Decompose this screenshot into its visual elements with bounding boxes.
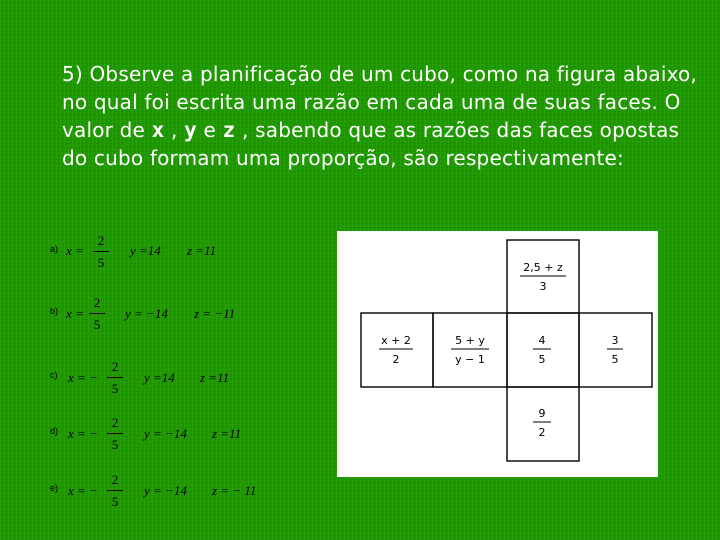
question-part2: , sabendo que as razões das faces opostas do cubo formam uma proporção, são respectivamente:	[62, 118, 680, 170]
cube-net-drawing	[337, 231, 658, 477]
option-x-prefix: x = −	[68, 370, 98, 385]
option-y-value: y =14	[130, 243, 161, 258]
bottom-face-denominator: 2	[538, 426, 546, 439]
option-x-fraction	[107, 473, 123, 509]
fraction-denominator: 5	[111, 494, 119, 509]
left-face-denominator: 2	[392, 353, 400, 366]
fraction-numerator: 2	[97, 233, 105, 248]
option-y-value: y = −14	[144, 483, 187, 498]
option-z-value: z =11	[187, 243, 217, 258]
option-x-fraction	[93, 234, 109, 270]
fraction-numerator: 2	[111, 472, 119, 487]
cube-net-figure	[337, 231, 658, 477]
option-letter: d)	[50, 426, 59, 436]
center-face-denominator: 5	[538, 353, 546, 366]
fraction-denominator: 5	[97, 255, 105, 270]
fraction-denominator: 5	[93, 317, 101, 332]
option-d[interactable]	[50, 416, 310, 466]
top-face-denominator: 3	[539, 280, 547, 293]
center-face-numerator: 4	[538, 334, 546, 347]
option-a[interactable]	[50, 234, 310, 284]
option-c[interactable]	[50, 360, 310, 410]
face-center	[507, 313, 579, 387]
question-sep2: e	[197, 118, 223, 142]
fraction-numerator: 2	[93, 295, 101, 310]
var-x: x	[151, 118, 165, 142]
question-sep1: ,	[164, 118, 185, 142]
option-letter: b)	[50, 306, 59, 316]
face-left	[361, 313, 433, 387]
fraction-bar	[107, 377, 123, 378]
option-x-prefix: x =	[66, 306, 84, 321]
fraction-bar	[107, 433, 123, 434]
option-z-value: z = −11	[194, 306, 236, 321]
center-left-face-denominator: y − 1	[455, 353, 485, 366]
fraction-bar	[107, 490, 123, 491]
var-z: z	[222, 118, 236, 142]
fraction-denominator: 5	[111, 381, 119, 396]
fraction-numerator: 2	[111, 415, 119, 430]
option-y-value: y = −14	[125, 306, 168, 321]
option-x-fraction	[107, 360, 123, 396]
question-text	[62, 60, 702, 172]
option-letter: c)	[50, 370, 58, 380]
var-y: y	[184, 118, 197, 142]
option-letter: a)	[50, 244, 59, 254]
option-letter: e)	[50, 483, 59, 493]
bottom-face-numerator: 9	[538, 407, 546, 420]
option-z-value: z =11	[212, 426, 242, 441]
option-e[interactable]	[50, 473, 310, 523]
option-y-value: y = −14	[144, 426, 187, 441]
option-x-prefix: x = −	[68, 483, 98, 498]
question-part1: 5) Observe a planificação de um cubo, como na figura abaixo, no qual foi escrita uma razão em cada uma de suas faces. O valor de	[62, 62, 697, 142]
face-bottom	[507, 387, 579, 461]
top-face-numerator: 2,5 + z	[523, 261, 563, 274]
option-x-fraction	[107, 416, 123, 452]
right-face-numerator: 3	[611, 334, 619, 347]
fraction-numerator: 2	[111, 359, 119, 374]
option-z-value: z = − 11	[212, 483, 257, 498]
left-face-numerator: x + 2	[381, 334, 411, 347]
face-center-left	[433, 313, 507, 387]
option-x-prefix: x =	[66, 243, 84, 258]
right-face-denominator: 5	[611, 353, 619, 366]
option-b[interactable]	[50, 296, 310, 346]
fraction-bar	[89, 313, 105, 314]
center-left-face-numerator: 5 + y	[455, 334, 485, 347]
option-z-value: z =11	[200, 370, 230, 385]
option-y-value: y =14	[144, 370, 175, 385]
face-right	[579, 313, 652, 387]
option-x-fraction	[89, 296, 105, 332]
fraction-bar	[93, 251, 109, 252]
fraction-denominator: 5	[111, 437, 119, 452]
option-x-prefix: x = −	[68, 426, 98, 441]
